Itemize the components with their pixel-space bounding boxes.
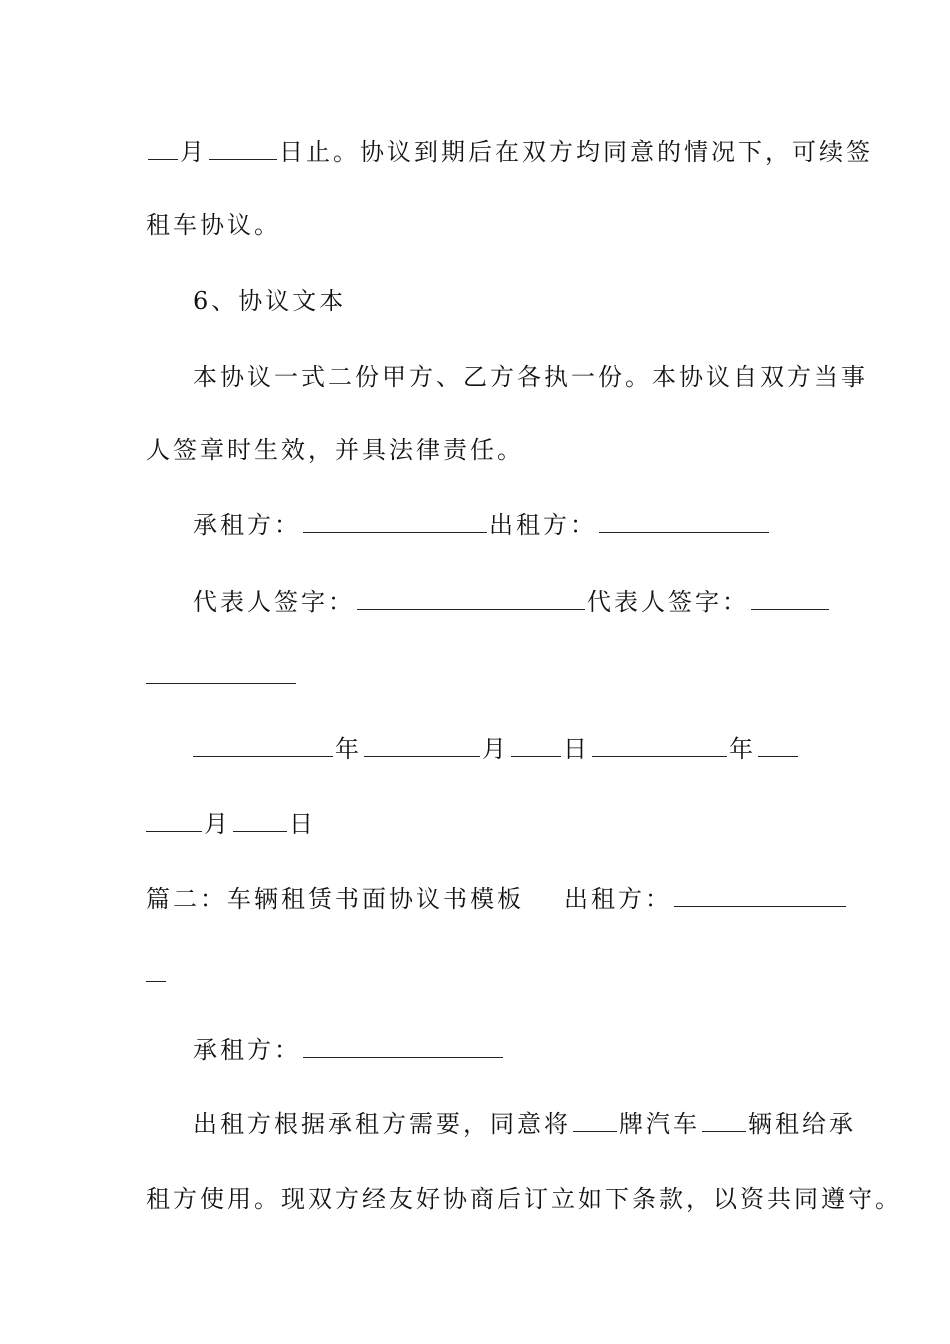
- text-renewal-clause: 日止。协议到期后在双方均同意的情况下，可续签: [279, 138, 873, 166]
- blank-day: [209, 137, 277, 160]
- text-vehicle-clause-c: 辆租给承: [748, 1110, 856, 1138]
- blank-lessor-2-cont: [146, 959, 166, 982]
- blank-year-1: [193, 734, 333, 757]
- line-contract-term-end: [146, 136, 873, 168]
- line-section-two-title: [146, 883, 848, 915]
- blank-representative-2-cont: [146, 661, 296, 684]
- text-day-1: 日: [563, 735, 590, 763]
- blank-vehicle-count: [702, 1109, 746, 1132]
- blank-month-1: [364, 734, 480, 757]
- line-representatives: [193, 586, 831, 618]
- line-lessor-continuation: [146, 958, 168, 990]
- line-dates: [193, 733, 800, 765]
- line-effective-clause: 人签章时生效，并具法律责任。: [146, 436, 524, 464]
- blank-day-1: [511, 734, 561, 757]
- line-representative-continuation: [146, 660, 298, 692]
- blank-month-2: [146, 809, 202, 832]
- line-dates-continuation: [146, 808, 316, 840]
- blank-month-2-start: [758, 734, 798, 757]
- blank-representative-1: [357, 587, 585, 610]
- line-rental-agreement: 租车协议。: [146, 211, 281, 239]
- section-heading-agreement-text: 6、协议文本: [193, 287, 347, 315]
- blank-plate: [573, 1109, 617, 1132]
- text-day-2: 日: [289, 810, 316, 838]
- section-two-title: 篇二：车辆租赁书面协议书模板: [146, 885, 524, 913]
- blank-day-2: [233, 809, 287, 832]
- line-parties: [193, 509, 771, 541]
- label-lessee: 承租方：: [193, 511, 301, 539]
- text-vehicle-clause-a: 出租方根据承租方需要，同意将: [193, 1110, 571, 1138]
- line-terms-intro: 租方使用。现双方经友好协商后订立如下条款，以资共同遵守。: [146, 1185, 902, 1213]
- line-copies-clause: 本协议一式二份甲方、乙方各执一份。本协议自双方当事: [193, 363, 868, 391]
- blank-lessor-2: [674, 884, 846, 907]
- line-lessee-2: [193, 1034, 505, 1066]
- label-lessor: 出租方：: [489, 511, 597, 539]
- blank-lessor: [599, 510, 769, 533]
- label-lessee-2: 承租方：: [193, 1036, 301, 1064]
- text-month: 月: [180, 138, 207, 166]
- text-year-2: 年: [729, 735, 756, 763]
- label-representative-signature-1: 代表人签字：: [193, 588, 355, 616]
- line-vehicle-clause: [193, 1108, 856, 1140]
- text-month-1: 月: [482, 735, 509, 763]
- blank-representative-2: [751, 587, 829, 610]
- blank-month: [148, 137, 178, 160]
- text-vehicle-clause-b: 牌汽车: [619, 1110, 700, 1138]
- label-lessor-2: 出租方：: [564, 885, 672, 913]
- text-year-1: 年: [335, 735, 362, 763]
- text-month-2: 月: [204, 810, 231, 838]
- blank-lessee-2: [303, 1035, 503, 1058]
- label-representative-signature-2: 代表人签字：: [587, 588, 749, 616]
- blank-year-2: [592, 734, 727, 757]
- blank-lessee: [303, 510, 487, 533]
